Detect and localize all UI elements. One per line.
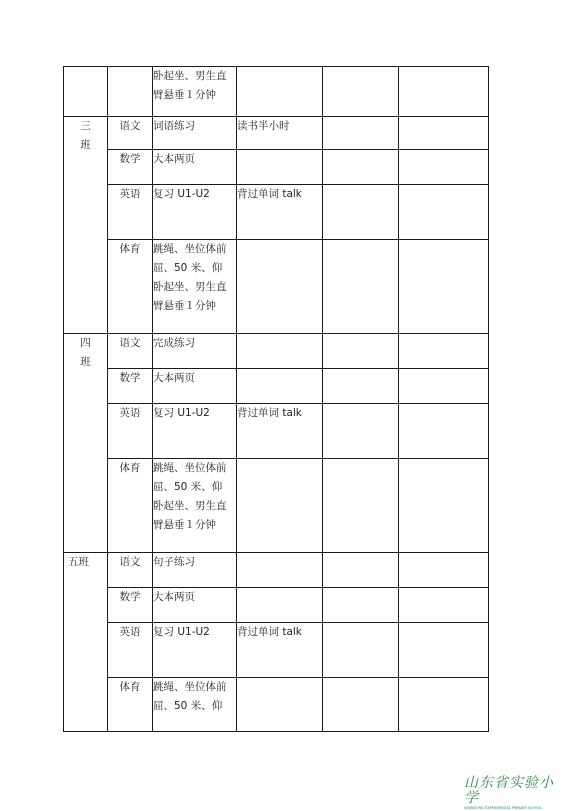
subject-cell: 英语: [108, 185, 153, 240]
empty-cell: [323, 459, 399, 553]
note-cell: [237, 240, 323, 334]
class-name: 三 班: [64, 117, 108, 334]
subject-cell: 数学: [108, 369, 153, 404]
empty-cell: [323, 117, 399, 150]
empty-cell: [399, 404, 489, 459]
table-row: [64, 369, 489, 404]
note-cell: [237, 588, 323, 623]
table-row: [64, 404, 489, 459]
school-name-english: SHANDONG EXPERIMENTAL PRIMARY SCHOOL: [464, 806, 543, 810]
table-row: [64, 553, 489, 588]
subject-cell: 英语: [108, 404, 153, 459]
task-cell: 大本两页: [153, 369, 237, 404]
table-row: [64, 334, 489, 369]
school-name-chinese: 山东省实验小学: [464, 775, 554, 806]
table-row: [64, 588, 489, 623]
subject-cell: 语文: [108, 553, 153, 588]
note-cell: [237, 678, 323, 732]
note-cell: 背过单词 talk: [237, 404, 323, 459]
task-cell: 复习 U1-U2: [153, 185, 237, 240]
task-cell: 跳绳、坐位体前 屈、50 米、仰 卧起坐、男生直 臂悬垂１分钟: [153, 240, 237, 334]
empty-cell: [323, 67, 399, 117]
task-cell: 复习 U1-U2: [153, 404, 237, 459]
table-row: [64, 678, 489, 732]
subject-cell: 英语: [108, 623, 153, 678]
empty-cell: [323, 623, 399, 678]
subject-cell: 数学: [108, 150, 153, 185]
empty-cell: [399, 678, 489, 732]
subject-cell: 语文: [108, 334, 153, 369]
task-cell: 卧起坐、男生直 臂悬垂１分钟: [153, 67, 237, 117]
subject-cell: 体育: [108, 240, 153, 334]
subject-cell: 语文: [108, 117, 153, 150]
task-cell: 大本两页: [153, 588, 237, 623]
class-name: 五班: [64, 553, 108, 732]
note-cell: [237, 553, 323, 588]
task-cell: 完成练习: [153, 334, 237, 369]
table-row: [64, 459, 489, 553]
empty-cell: [323, 553, 399, 588]
note-cell: [237, 369, 323, 404]
empty-cell: [323, 369, 399, 404]
empty-cell: [399, 334, 489, 369]
homework-table: [63, 66, 489, 732]
empty-cell: [323, 678, 399, 732]
empty-cell: [399, 588, 489, 623]
task-cell: 复习 U1-U2: [153, 623, 237, 678]
note-cell: [237, 150, 323, 185]
subject-cell: 体育: [108, 459, 153, 553]
note-cell: 背过单词 talk: [237, 185, 323, 240]
table-row: [64, 185, 489, 240]
empty-cell: [399, 553, 489, 588]
table-row: [64, 67, 489, 117]
subject-cell: 数学: [108, 588, 153, 623]
empty-cell: [399, 623, 489, 678]
empty-cell: [323, 404, 399, 459]
table-row: [64, 240, 489, 334]
note-cell: [237, 459, 323, 553]
subject-cell: [108, 67, 153, 117]
empty-cell: [323, 150, 399, 185]
class-name: 四 班: [64, 334, 108, 553]
empty-cell: [323, 185, 399, 240]
empty-cell: [323, 334, 399, 369]
table-row: [64, 150, 489, 185]
empty-cell: [399, 240, 489, 334]
class-cell: [64, 67, 108, 117]
school-logo: [464, 775, 560, 810]
task-cell: 句子练习: [153, 553, 237, 588]
empty-cell: [399, 117, 489, 150]
empty-cell: [399, 369, 489, 404]
task-cell: 大本两页: [153, 150, 237, 185]
table-row: [64, 623, 489, 678]
table-row: [64, 117, 489, 150]
task-cell: 跳绳、坐位体前 屈、50 米、仰: [153, 678, 237, 732]
task-cell: 跳绳、坐位体前 屈、50 米、仰 卧起坐、男生直 臂悬垂１分钟: [153, 459, 237, 553]
note-cell: 读书半小时: [237, 117, 323, 150]
subject-cell: 体育: [108, 678, 153, 732]
empty-cell: [399, 67, 489, 117]
note-cell: [237, 67, 323, 117]
empty-cell: [323, 588, 399, 623]
empty-cell: [399, 185, 489, 240]
task-cell: 词语练习: [153, 117, 237, 150]
note-cell: 背过单词 talk: [237, 623, 323, 678]
empty-cell: [399, 150, 489, 185]
note-cell: [237, 334, 323, 369]
empty-cell: [323, 240, 399, 334]
empty-cell: [399, 459, 489, 553]
